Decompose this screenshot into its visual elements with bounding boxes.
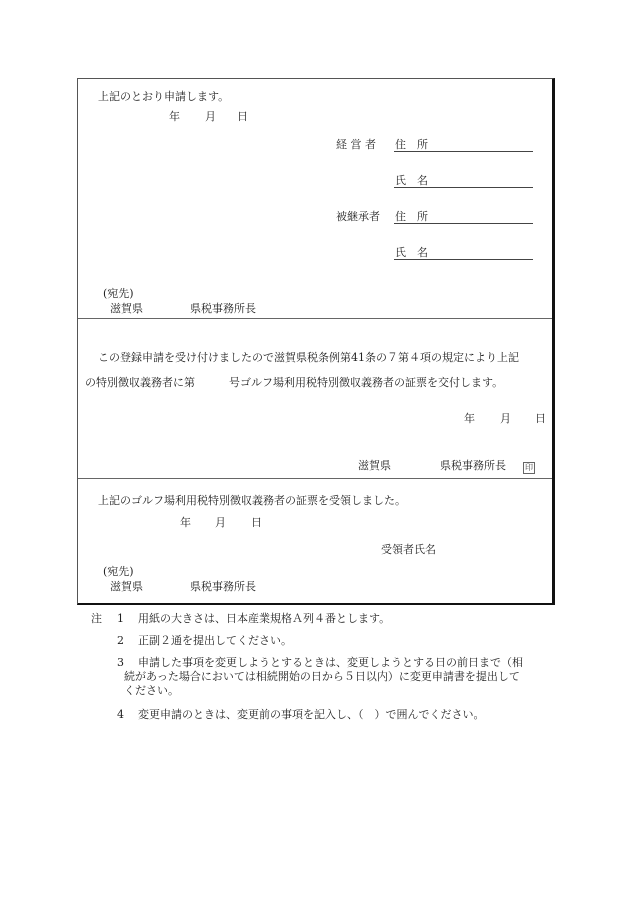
note-number: 4 [117, 708, 124, 721]
issuance-date-month: 月 [500, 412, 511, 425]
date-year-label: 年 [169, 110, 180, 123]
section-divider [78, 478, 552, 479]
receipt-date-month: 月 [215, 516, 226, 529]
receipt-date-year: 年 [180, 516, 191, 529]
heir-address-field[interactable] [394, 223, 533, 224]
note-number: 1 [117, 612, 124, 625]
addressee-label: (宛先) [103, 287, 134, 300]
note-number: 3 [117, 656, 124, 669]
note-text-line2: 続があった場合においては相続開始の日から５日以内）に変更申請書を提出して [124, 670, 520, 683]
heir-name-label: 氏 名 [395, 246, 428, 259]
office-head-label: 県税事務所長 [190, 302, 256, 315]
application-statement: 上記のとおり申請します。 [98, 90, 230, 103]
receipt-prefecture: 滋賀県 [110, 580, 143, 593]
operator-name-field[interactable] [394, 187, 533, 188]
heir-address-label: 住 所 [395, 210, 428, 223]
issuance-text-line1: この登録申請を受け付けましたので滋賀県税条例第41条の７第４項の規定により上記 [98, 351, 519, 364]
issuance-office-head: 県税事務所長 [440, 459, 506, 472]
section-divider [78, 318, 552, 319]
issuance-date-day: 日 [535, 412, 546, 425]
note-text-line1: 申請した事項を変更しようとするときは、変更しようとする日の前日まで（相 [138, 656, 523, 669]
date-day-label: 日 [237, 110, 248, 123]
note-number: 2 [117, 634, 124, 647]
date-month-label: 月 [205, 110, 216, 123]
receipt-statement: 上記のゴルフ場利用税特別徴収義務者の証票を受領しました。 [98, 494, 406, 507]
issuance-text-line2-suffix: 号ゴルフ場利用税特別徴収義務者の証票を交付します。 [229, 376, 504, 389]
prefecture-label: 滋賀県 [110, 302, 143, 315]
seal-icon [523, 460, 535, 474]
operator-address-field[interactable] [394, 151, 533, 152]
heir-label: 被継承者 [336, 210, 380, 223]
operator-name-label: 氏 名 [395, 174, 428, 187]
receipt-addressee-label: (宛先) [103, 565, 134, 578]
issuance-prefecture: 滋賀県 [358, 459, 391, 472]
note-text-line3: ください。 [124, 684, 179, 697]
receipt-office-head: 県税事務所長 [190, 580, 256, 593]
seal-mark: 印 [525, 463, 533, 472]
note-text: 正副２通を提出してください。 [138, 634, 292, 647]
recipient-name-label: 受領者氏名 [381, 543, 436, 556]
heir-name-field[interactable] [394, 259, 533, 260]
receipt-date-day: 日 [251, 516, 262, 529]
issuance-date-year: 年 [464, 412, 475, 425]
notes-label: 注 [91, 612, 102, 625]
note-text: 変更申請のときは、変更前の事項を記入し、（ ）で囲んでください。 [138, 708, 485, 721]
form-frame [77, 78, 555, 605]
operator-address-label: 住 所 [395, 138, 428, 151]
note-text: 用紙の大きさは、日本産業規格Ａ列４番とします。 [138, 612, 391, 625]
issuance-text-line2-prefix: の特別徴収義務者に第 [85, 376, 195, 389]
operator-label: 経 営 者 [336, 138, 376, 151]
